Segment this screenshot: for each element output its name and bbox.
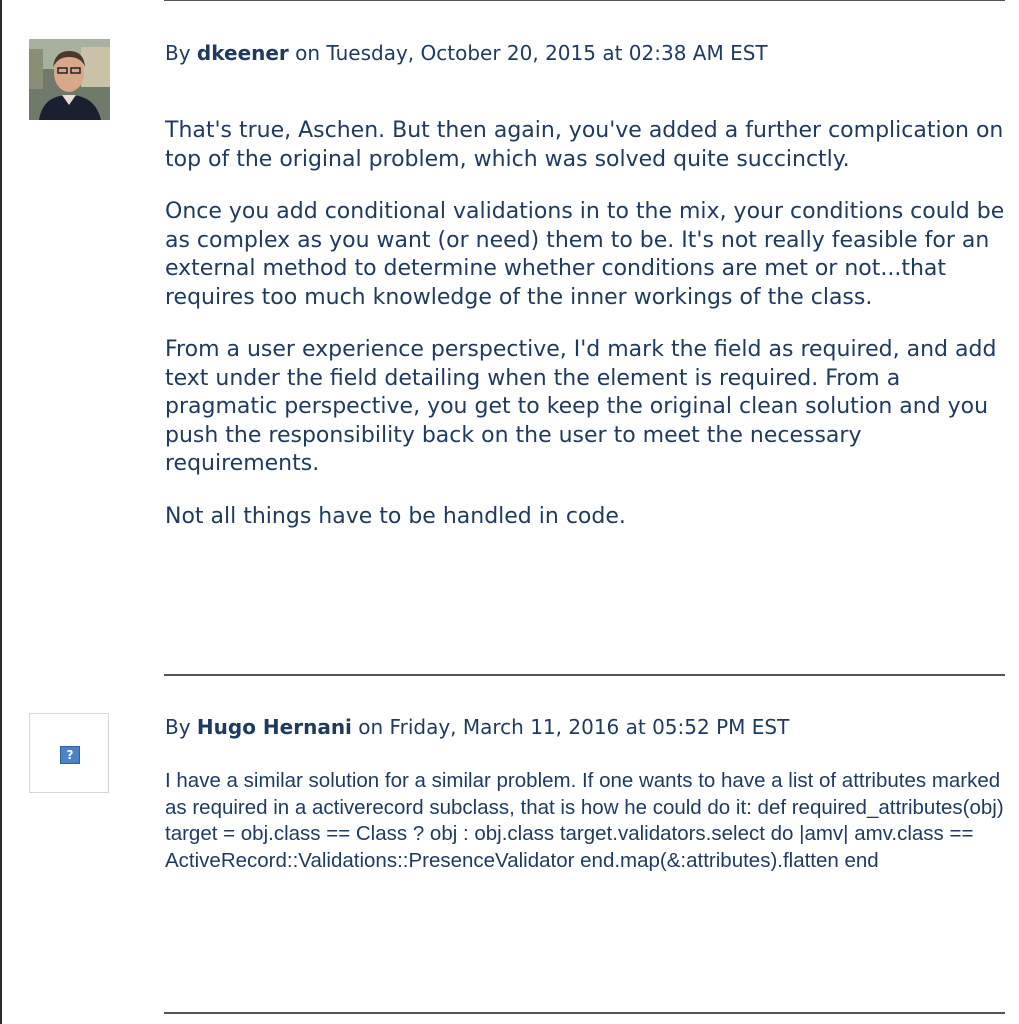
missing-image-icon: ? <box>60 746 80 764</box>
comment-paragraph: That's true, Aschen. But then again, you've added a further complication on top of the original problem, which was solved quite succinctly. <box>165 118 1004 172</box>
comment-byline <box>165 713 789 741</box>
byline-prefix: By <box>165 41 191 65</box>
comment-divider <box>164 674 1005 676</box>
user-photo-icon <box>29 39 110 120</box>
avatar <box>29 713 109 793</box>
avatar <box>29 39 110 120</box>
comment-body <box>165 117 1005 555</box>
byline-prefix: By <box>165 715 191 739</box>
comment-date: on Tuesday, October 20, 2015 at 02:38 AM EST <box>295 41 768 65</box>
comment-byline <box>165 39 768 67</box>
comment-divider <box>164 1012 1005 1014</box>
comment-divider <box>164 0 1005 1</box>
comment-paragraph: Once you add conditional validations in to the mix, your conditions could be as complex as you want (or need) them to be. It's not really feasible for an external method to determine whether conditions are met or not...that requires too much knowledge of the inner workings of the class. <box>165 199 1005 310</box>
comment-paragraph: From a user experience perspective, I'd mark the field as required, and add text under the field detailing when the element is required. From a pragmatic perspective, you get to keep the original clean solution and you push the responsibility back on the user to meet the necessary requirements. <box>165 337 997 476</box>
comment-date: on Friday, March 11, 2016 at 05:52 PM EST <box>358 715 790 739</box>
comment-paragraph: I have a similar solution for a similar problem. If one wants to have a list of attributes marked as required in a activerecord subclass, that is how he could do it: def required_attributes(obj) target = obj.class == Class ? obj : obj.class target.validators.select do |amv| amv.class == ActiveRecord::Validations::PresenceValidator end.map(&:attributes).flatten end <box>165 769 1004 872</box>
comment-author: dkeener <box>196 41 289 65</box>
page-left-border <box>0 0 2 1024</box>
comment-author: Hugo Hernani <box>196 715 352 739</box>
comment-body <box>165 768 1005 874</box>
comment-paragraph: Not all things have to be handled in code. <box>165 503 626 529</box>
